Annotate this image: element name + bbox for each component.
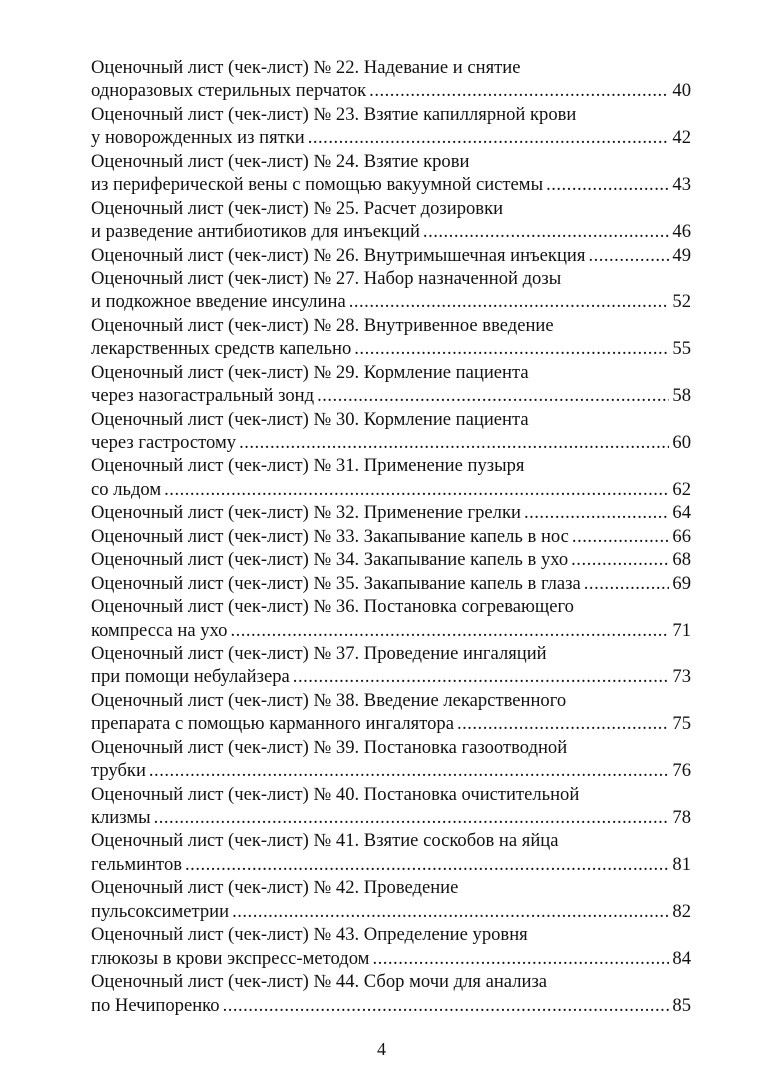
toc-entry-line <box>91 79 691 102</box>
toc-entry[interactable] <box>91 689 691 736</box>
toc-entry-title: Оценочный лист (чек-лист) № 31. Применение пузыря <box>91 455 525 477</box>
toc-entry-title: Оценочный лист (чек-лист) № 22. Надевание и снятие <box>91 57 521 78</box>
page-number: 4 <box>377 1039 386 1059</box>
toc-entry-text: Оценочный лист (чек-лист) № 32. Применение грелки <box>91 502 521 524</box>
toc-entry-line <box>91 900 691 923</box>
toc-page-number: 60 <box>672 432 691 453</box>
dot-leader <box>317 384 669 407</box>
dot-leader <box>354 337 669 360</box>
toc-entry-text: Оценочный лист (чек-лист) № 34. Закапывание капель в ухо <box>91 549 569 571</box>
dot-leader <box>571 548 669 571</box>
toc-entry-text: и подкожное введение инсулина <box>91 291 346 313</box>
toc-entry-line <box>91 572 691 595</box>
dot-leader <box>293 665 670 688</box>
toc-entry-line <box>91 244 691 267</box>
toc-entry-line <box>91 619 691 642</box>
toc-entry[interactable] <box>91 829 691 876</box>
toc-entry[interactable] <box>91 454 691 501</box>
dot-leader <box>584 572 670 595</box>
toc-entry-text: гельминтов <box>91 853 183 875</box>
toc-entry-text: у новорожденных из пятки <box>91 127 305 149</box>
toc-entry[interactable] <box>91 244 691 267</box>
toc-entry-line <box>91 759 691 782</box>
toc-entry-title: Оценочный лист (чек-лист) № 37. Проведение ингаляций <box>91 642 547 664</box>
toc-page-number: 46 <box>672 221 691 243</box>
toc-entry-title: Оценочный лист (чек-лист) № 36. Постановка согревающего <box>91 596 574 618</box>
toc-entry[interactable] <box>91 103 691 150</box>
toc-entry-line <box>91 290 691 313</box>
dot-leader <box>164 478 669 501</box>
toc-entry-title: Оценочный лист (чек-лист) № 29. Кормление пациента <box>91 361 529 383</box>
toc-entry-text: клизмы <box>91 807 151 828</box>
toc-entry-title: Оценочный лист (чек-лист) № 42. Проведение <box>91 877 459 899</box>
toc-page-number: 42 <box>672 127 691 149</box>
toc-page-number: 75 <box>672 713 691 735</box>
toc-entry[interactable] <box>91 736 691 783</box>
toc-entry-title: Оценочный лист (чек-лист) № 41. Взятие соскобов на яйца <box>91 830 559 852</box>
toc-entry[interactable] <box>91 150 691 197</box>
dot-leader <box>239 431 669 454</box>
toc-entry-text: Оценочный лист (чек-лист) № 26. Внутримышечная инъекция <box>91 244 586 266</box>
dot-leader <box>349 290 670 313</box>
toc-entry[interactable] <box>91 595 691 642</box>
toc-page-number: 82 <box>672 900 691 922</box>
toc-entry-line <box>91 126 691 149</box>
toc-entry-title: Оценочный лист (чек-лист) № 40. Постановка очистительной <box>91 783 580 805</box>
dot-leader <box>572 525 669 548</box>
toc-page-number: 76 <box>672 760 691 782</box>
toc-entry-line <box>91 478 691 501</box>
toc-page-number: 62 <box>672 478 691 500</box>
dot-leader <box>308 126 670 149</box>
toc-entry-title: Оценочный лист (чек-лист) № 27. Набор назначенной дозы <box>91 267 562 289</box>
toc-entry-text: одноразовых стерильных перчаток <box>91 80 367 102</box>
toc-page-number: 43 <box>672 174 691 196</box>
toc-entry[interactable] <box>91 783 691 830</box>
toc-page-number: 55 <box>672 338 691 360</box>
dot-leader <box>149 759 670 782</box>
toc-entry-title: Оценочный лист (чек-лист) № 39. Постановка газоотводной <box>91 736 568 758</box>
dot-leader <box>546 173 669 196</box>
toc-entry[interactable] <box>91 314 691 361</box>
toc-entry-text: при помощи небулайзера <box>91 666 290 688</box>
toc-entry-line <box>91 712 691 735</box>
toc-page-number: 84 <box>672 947 691 969</box>
toc-entry[interactable] <box>91 923 691 970</box>
toc-page-number: 52 <box>672 291 691 313</box>
toc-entry-text: со льдом <box>91 478 162 500</box>
dot-leader <box>423 220 669 243</box>
toc-entry[interactable] <box>91 408 691 455</box>
toc-page-number: 58 <box>672 385 691 407</box>
toc-entry-title: Оценочный лист (чек-лист) № 24. Взятие крови <box>91 150 470 172</box>
toc-entry[interactable] <box>91 572 691 595</box>
toc-page-number: 85 <box>672 994 691 1016</box>
toc-entry-line <box>91 337 691 360</box>
toc-entry-text: и разведение антибиотиков для инъекций <box>91 221 420 243</box>
toc-entry-line <box>91 220 691 243</box>
toc-entry[interactable] <box>91 197 691 244</box>
toc-entry-title: Оценочный лист (чек-лист) № 25. Расчет дозировки <box>91 197 504 219</box>
table-of-contents <box>91 56 691 1017</box>
toc-page-number: 78 <box>672 807 691 828</box>
dot-leader <box>230 619 669 642</box>
toc-entry[interactable] <box>91 361 691 408</box>
toc-page-number: 64 <box>672 502 691 524</box>
toc-entry-line <box>91 665 691 688</box>
toc-entry[interactable] <box>91 267 691 314</box>
dot-leader <box>369 79 669 102</box>
toc-entry-text: из периферической вены с помощью вакуумной системы <box>91 174 544 196</box>
toc-page-number: 66 <box>672 525 691 547</box>
toc-entry-line <box>91 548 691 571</box>
dot-leader <box>457 712 669 735</box>
toc-page-number: 68 <box>672 549 691 571</box>
toc-entry-text: препарата с помощью карманного ингалятора <box>91 713 454 735</box>
toc-entry-text: пульсоксиметрии <box>91 900 230 922</box>
toc-entry-title: Оценочный лист (чек-лист) № 28. Внутривенное введение <box>91 314 554 336</box>
toc-entry-text: через назогастральный зонд <box>91 385 315 407</box>
toc-entry-title: Оценочный лист (чек-лист) № 38. Введение лекарственного <box>91 689 567 711</box>
toc-entry-line <box>91 994 691 1017</box>
toc-entry-line <box>91 431 691 454</box>
toc-entry-text: по Нечипоренко <box>91 994 220 1016</box>
dot-leader <box>232 900 669 923</box>
toc-entry-line <box>91 947 691 970</box>
dot-leader <box>588 244 669 267</box>
toc-entry[interactable] <box>91 525 691 548</box>
toc-page-number: 49 <box>672 244 691 266</box>
toc-entry-line <box>91 384 691 407</box>
toc-entry-text: Оценочный лист (чек-лист) № 33. Закапывание капель в нос <box>91 525 569 547</box>
toc-entry[interactable] <box>91 56 691 103</box>
toc-entry-line <box>91 501 691 524</box>
toc-entry-line <box>91 853 691 876</box>
toc-page-number: 40 <box>672 80 691 102</box>
dot-leader <box>154 806 670 829</box>
toc-entry-text: лекарственных средств капельно <box>91 338 352 360</box>
toc-entry-line <box>91 806 691 829</box>
toc-entry[interactable] <box>91 548 691 571</box>
toc-page-number: 81 <box>672 853 691 875</box>
toc-entry[interactable] <box>91 970 691 1017</box>
toc-entry-text: трубки <box>91 760 146 782</box>
toc-entry-title: Оценочный лист (чек-лист) № 44. Сбор мочи для анализа <box>91 971 548 993</box>
dot-leader <box>524 501 669 524</box>
toc-entry[interactable] <box>91 501 691 524</box>
toc-entry-title: Оценочный лист (чек-лист) № 43. Определение уровня <box>91 924 528 946</box>
toc-entry-text: Оценочный лист (чек-лист) № 35. Закапывание капель в глаза <box>91 572 581 594</box>
toc-entry-text: компресса на ухо <box>91 619 228 641</box>
toc-entry-line <box>91 525 691 548</box>
toc-page-number: 69 <box>672 572 691 594</box>
toc-entry-line <box>91 173 691 196</box>
toc-entry-title: Оценочный лист (чек-лист) № 23. Взятие капиллярной крови <box>91 103 577 125</box>
toc-entry[interactable] <box>91 642 691 689</box>
toc-entry-text: через гастростому <box>91 432 237 453</box>
toc-entry-text: глюкозы в крови экспресс-методом <box>91 947 370 969</box>
toc-entry-title: Оценочный лист (чек-лист) № 30. Кормление пациента <box>91 408 529 430</box>
dot-leader <box>372 947 669 970</box>
toc-page-number: 73 <box>672 666 691 688</box>
dot-leader <box>223 994 670 1017</box>
dot-leader <box>185 853 669 876</box>
toc-entry[interactable] <box>91 876 691 923</box>
toc-page-number: 71 <box>672 619 691 641</box>
